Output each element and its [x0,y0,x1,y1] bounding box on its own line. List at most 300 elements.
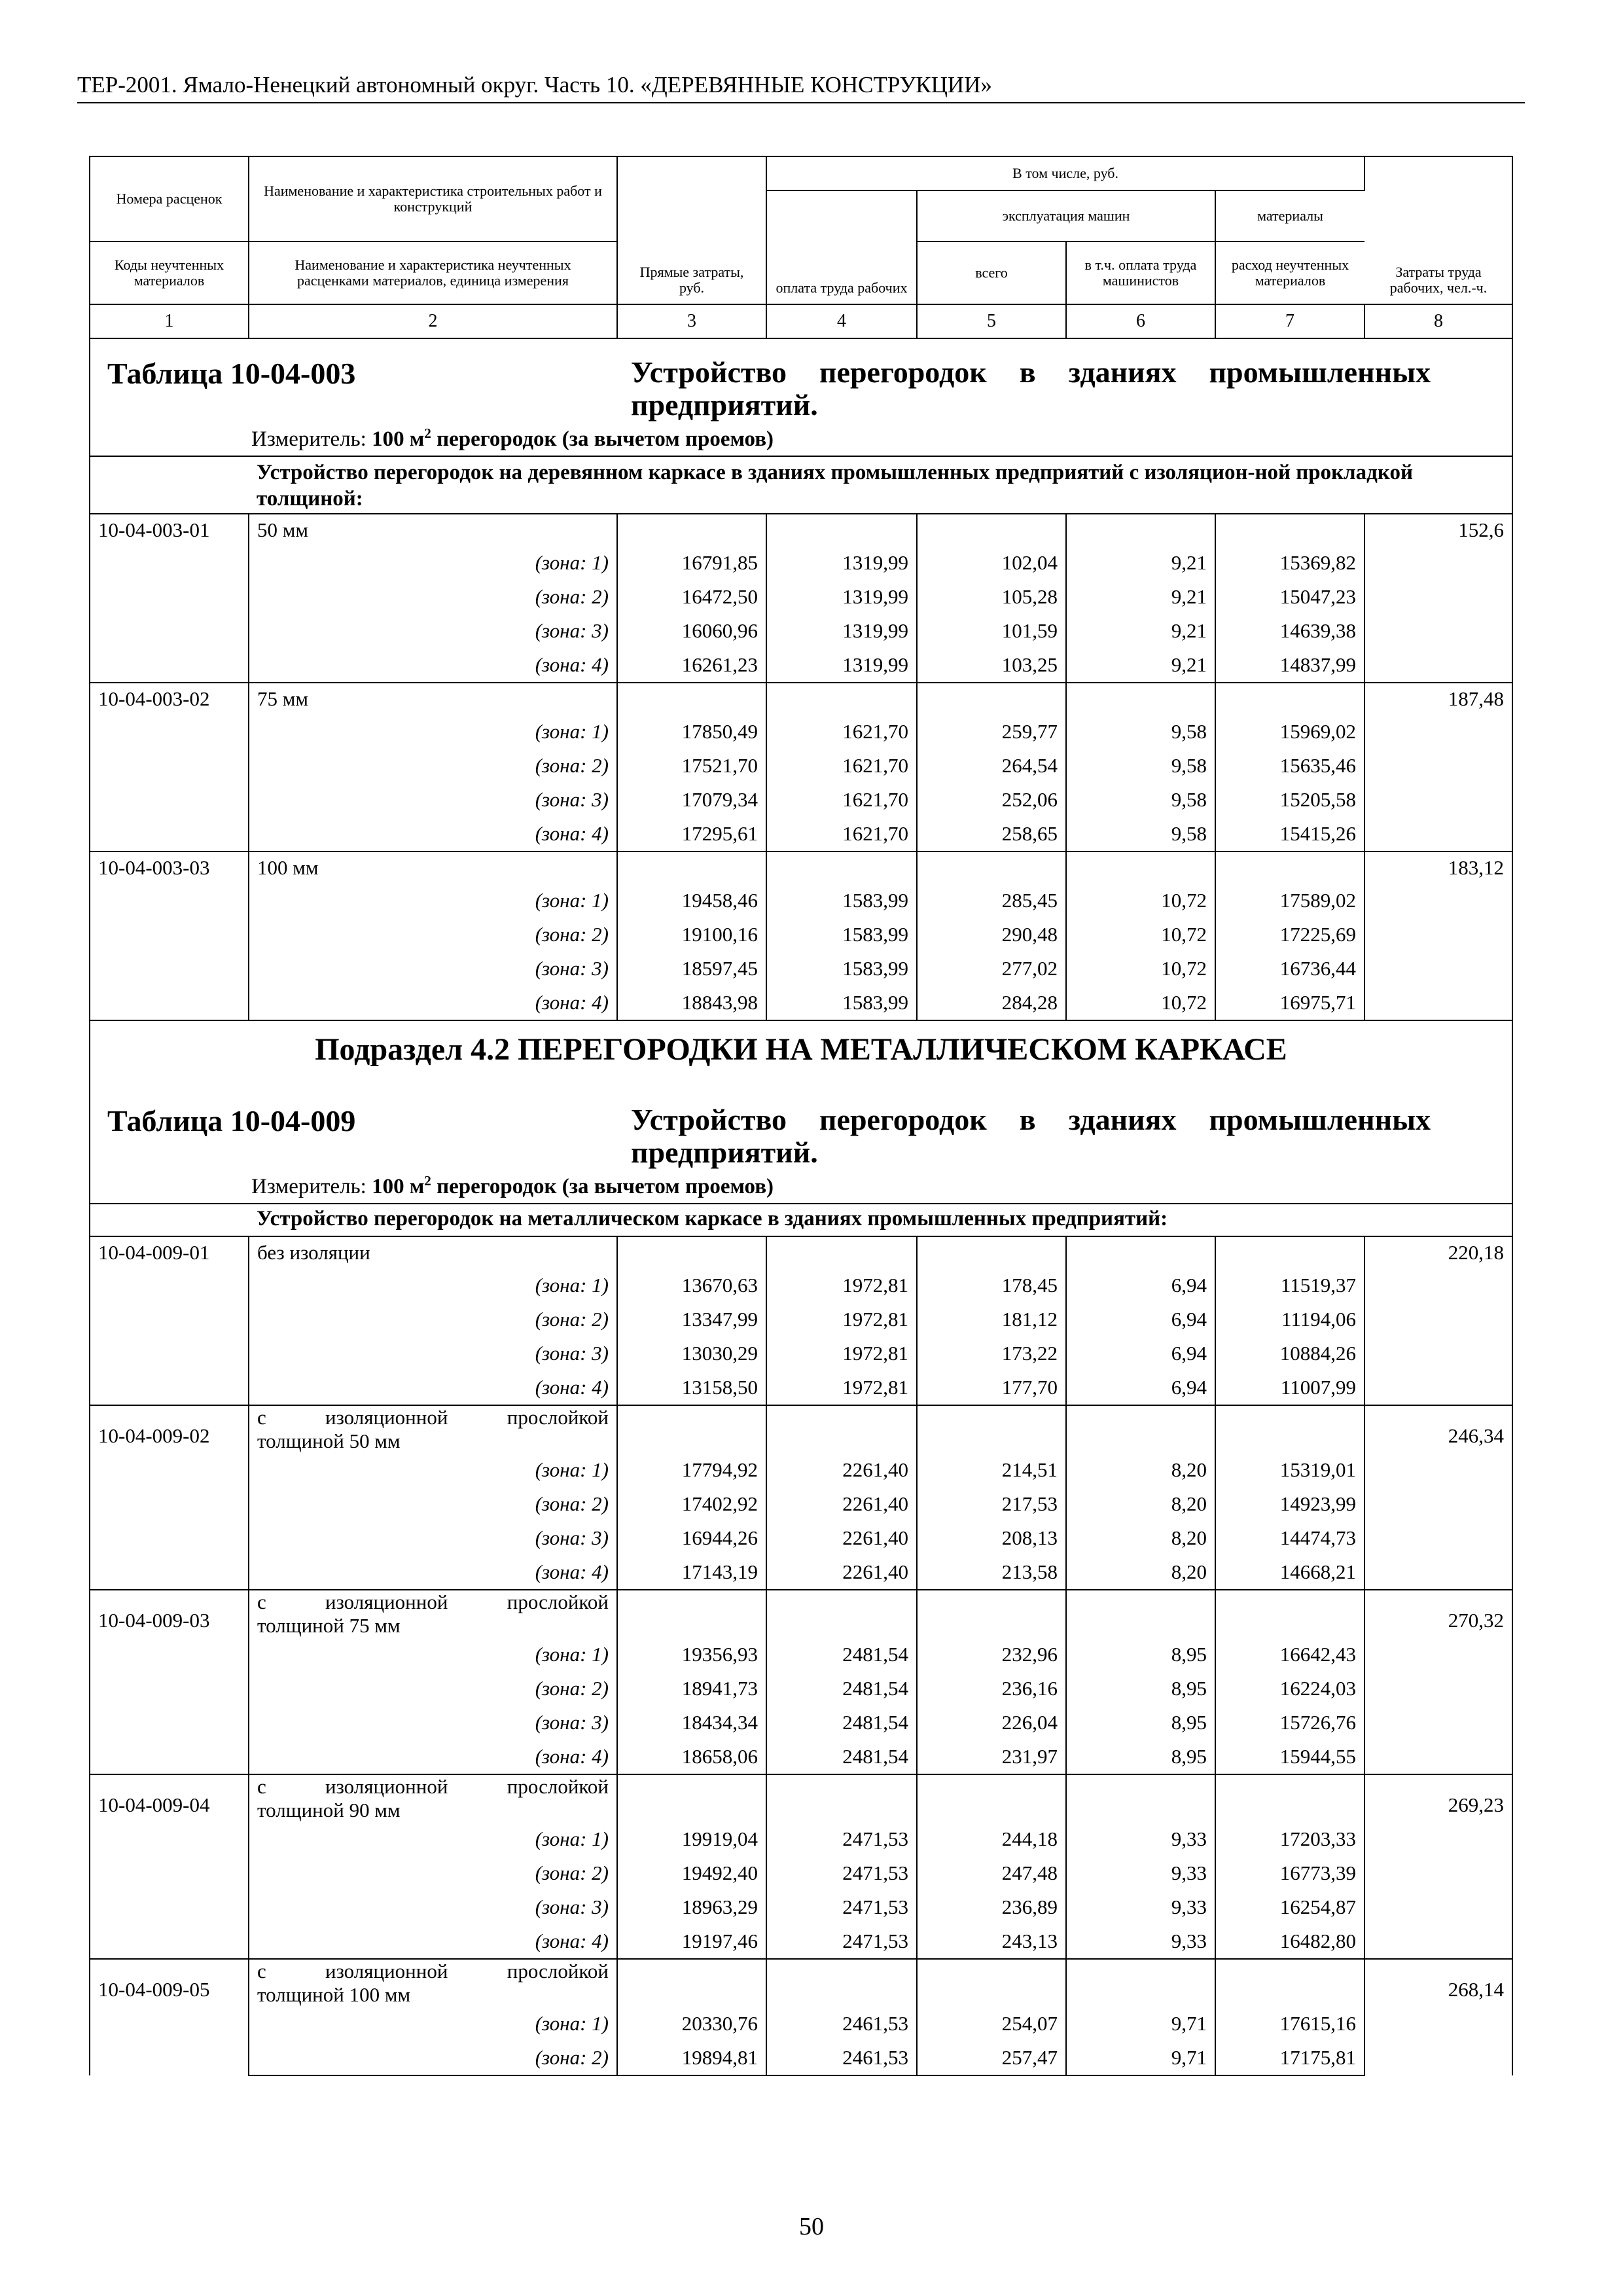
header-material-names: Наименование и характеристика неучтенных расценками материалов, единица измерения [249,242,617,304]
value-cell: 8,95 [1066,1638,1215,1672]
empty-cell [1066,1590,1215,1638]
rate-code: 10-04-009-03 [90,1590,249,1774]
header-machines-total: всего [917,242,1066,304]
rate-name-line: с изоляционной прослойкой [257,1590,609,1613]
empty-cell [1066,514,1215,546]
value-cell: 1319,99 [766,614,917,648]
zone-label: (зона: 2) [249,918,617,952]
value-cell: 8,95 [1066,1740,1215,1774]
zone-label: (зона: 1) [249,546,617,580]
value-cell: 9,71 [1066,2041,1215,2075]
value-cell: 8,20 [1066,1453,1215,1487]
empty-cell [1215,1959,1364,2007]
rate-name-line: толщиной 90 мм [257,1799,401,1821]
value-cell: 226,04 [917,1706,1066,1740]
zone-label: (зона: 4) [249,1555,617,1590]
zone-label: (зона: 1) [249,1638,617,1672]
value-cell: 254,07 [917,2007,1066,2041]
value-cell: 102,04 [917,546,1066,580]
zone-label: (зона: 4) [249,648,617,683]
value-cell: 13670,63 [617,1268,766,1302]
empty-cell [917,1959,1066,2007]
value-cell: 10884,26 [1215,1336,1364,1371]
value-cell: 17794,92 [617,1453,766,1487]
value-cell: 17079,34 [617,783,766,817]
value-cell: 11194,06 [1215,1302,1364,1336]
empty-cell [766,514,917,546]
value-cell: 258,65 [917,817,1066,852]
empty-cell [917,1774,1066,1822]
empty-cell [1066,683,1215,715]
value-cell: 15726,76 [1215,1706,1364,1740]
value-cell: 16975,71 [1215,986,1364,1020]
value-cell: 259,77 [917,715,1066,749]
value-cell: 15969,02 [1215,715,1364,749]
value-cell: 10,72 [1066,952,1215,986]
value-cell: 16224,03 [1215,1672,1364,1706]
rate-name: 75 мм [249,683,617,715]
empty-cell [617,1590,766,1638]
value-cell: 9,71 [1066,2007,1215,2041]
value-cell: 1972,81 [766,1302,917,1336]
table2-meter: Измеритель: 100 $м^2$ перегородок (за вычетом проемов) [251,1173,774,1198]
value-cell: 13030,29 [617,1336,766,1371]
empty-cell [1066,852,1215,884]
value-cell: 16773,39 [1215,1856,1364,1890]
value-cell: 16261,23 [617,648,766,683]
value-cell: 1319,99 [766,546,917,580]
rate-name [249,1774,617,1822]
value-cell: 8,20 [1066,1521,1215,1555]
page-number: 50 [799,2213,824,2240]
table1-description: Устройство перегородок на деревянном каркасе в зданиях промышленных предприятий с изоляцион-ной прокладкой толщиной: [249,456,1512,514]
value-cell: 244,18 [917,1822,1066,1856]
value-cell: 101,59 [917,614,1066,648]
labor-costs: 152,6 [1364,514,1512,683]
value-cell: 16791,85 [617,546,766,580]
value-cell: 19919,04 [617,1822,766,1856]
header-labor-costs: Затраты труда рабочих, чел.-ч. [1364,156,1512,304]
value-cell: 16736,44 [1215,952,1364,986]
rate-row [90,1405,1512,1453]
rate-name [249,1959,617,2007]
zone-label: (зона: 2) [249,1487,617,1521]
zone-row [90,1371,1512,1405]
value-cell: 18941,73 [617,1672,766,1706]
rate-name-line: толщиной 100 мм [257,1983,411,2006]
rate-name-line: с изоляционной прослойкой [257,1960,609,1982]
zone-row [90,1890,1512,1924]
zone-label: (зона: 1) [249,2007,617,2041]
value-cell: 15944,55 [1215,1740,1364,1774]
labor-costs: 246,34 [1364,1405,1512,1590]
value-cell: 9,21 [1066,580,1215,614]
value-cell: 2261,40 [766,1487,917,1521]
value-cell: 2261,40 [766,1555,917,1590]
value-cell: 18597,45 [617,952,766,986]
empty-cell [766,1959,917,2007]
value-cell: 6,94 [1066,1371,1215,1405]
zone-row [90,817,1512,852]
zone-row [90,546,1512,580]
zone-label: (зона: 2) [249,1672,617,1706]
value-cell: 8,95 [1066,1672,1215,1706]
value-cell: 213,58 [917,1555,1066,1590]
value-cell: 16472,50 [617,580,766,614]
value-cell: 232,96 [917,1638,1066,1672]
zone-label: (зона: 3) [249,1890,617,1924]
value-cell: 16642,43 [1215,1638,1364,1672]
rate-name: 100 мм [249,852,617,884]
empty-cell [1066,1236,1215,1268]
zone-row [90,1672,1512,1706]
value-cell: 290,48 [917,918,1066,952]
zone-row [90,918,1512,952]
header-work-name: Наименование и характеристика строительных работ и конструкций [249,156,617,242]
value-cell: 2471,53 [766,1822,917,1856]
value-cell: 14837,99 [1215,648,1364,683]
value-cell: 18658,06 [617,1740,766,1774]
rate-row [90,1236,1512,1268]
zone-label: (зона: 4) [249,817,617,852]
value-cell: 2461,53 [766,2007,917,2041]
value-cell: 18434,34 [617,1706,766,1740]
zone-label: (зона: 1) [249,715,617,749]
value-cell: 6,94 [1066,1302,1215,1336]
zone-label: (зона: 4) [249,1924,617,1959]
zone-label: (зона: 4) [249,986,617,1020]
rate-name-line: с изоляционной прослойкой [257,1775,609,1798]
table1-title: Устройство перегородок в зданиях промышленных предприятий. [631,355,1431,422]
rate-name-line: толщиной 50 мм [257,1429,401,1452]
value-cell: 231,97 [917,1740,1066,1774]
value-cell: 17225,69 [1215,918,1364,952]
value-cell: 14923,99 [1215,1487,1364,1521]
value-cell: 9,58 [1066,749,1215,783]
empty-cell [1215,683,1364,715]
value-cell: 1319,99 [766,580,917,614]
value-cell: 8,95 [1066,1706,1215,1740]
value-cell: 19356,93 [617,1638,766,1672]
zone-row [90,986,1512,1020]
value-cell: 19197,46 [617,1924,766,1959]
zone-label: (зона: 3) [249,614,617,648]
empty-cell [617,852,766,884]
value-cell: 18843,98 [617,986,766,1020]
value-cell: 15369,82 [1215,546,1364,580]
empty-cell [617,1959,766,2007]
empty-cell [917,1236,1066,1268]
zone-row [90,1555,1512,1590]
zone-row [90,1924,1512,1959]
labor-costs: 187,48 [1364,683,1512,852]
value-cell: 105,28 [917,580,1066,614]
value-cell: 284,28 [917,986,1066,1020]
table2-title-block [90,1020,1512,1204]
value-cell: 19894,81 [617,2041,766,2075]
empty-cell [1215,852,1364,884]
header-machinists-wages: в т.ч. оплата труда машинистов [1066,242,1215,304]
value-cell: 14668,21 [1215,1555,1364,1590]
column-number: 1 [90,304,249,338]
zone-label: (зона: 1) [249,1822,617,1856]
header-material-codes: Коды неучтенных материалов [90,242,249,304]
empty-cell [917,852,1066,884]
value-cell: 10,72 [1066,986,1215,1020]
header-direct-costs: Прямые затраты, руб. [617,156,766,304]
column-number: 6 [1066,304,1215,338]
zone-label: (зона: 2) [249,1856,617,1890]
column-number: 7 [1215,304,1364,338]
value-cell: 178,45 [917,1268,1066,1302]
value-cell: 1621,70 [766,715,917,749]
rate-row [90,1959,1512,2007]
value-cell: 10,72 [1066,918,1215,952]
empty-cell [617,514,766,546]
zone-row [90,1336,1512,1371]
value-cell: 6,94 [1066,1268,1215,1302]
empty-cell [1215,1590,1364,1638]
rate-row [90,1774,1512,1822]
value-cell: 9,21 [1066,648,1215,683]
zone-row [90,1822,1512,1856]
empty-cell [917,1590,1066,1638]
zone-row [90,1638,1512,1672]
value-cell: 17402,92 [617,1487,766,1521]
zone-label: (зона: 3) [249,1706,617,1740]
zone-label: (зона: 3) [249,1336,617,1371]
table2-description: Устройство перегородок на металлическом каркасе в зданиях промышленных предприятий: [249,1204,1512,1236]
subsection-title: Подраздел 4.2 ПЕРЕГОРОДКИ НА МЕТАЛЛИЧЕСКОМ КАРКАСЕ [315,1032,1287,1067]
zone-row [90,884,1512,918]
empty-cell [766,852,917,884]
price-table [89,156,1513,2076]
empty-cell [1215,1236,1364,1268]
value-cell: 2481,54 [766,1706,917,1740]
empty-cell [617,1405,766,1453]
zone-label: (зона: 1) [249,884,617,918]
value-cell: 13347,99 [617,1302,766,1336]
zone-row [90,1302,1512,1336]
empty-cell [917,1405,1066,1453]
header-including: В том числе, руб. [766,156,1364,190]
value-cell: 16482,80 [1215,1924,1364,1959]
zone-row [90,648,1512,683]
value-cell: 264,54 [917,749,1066,783]
zone-row [90,614,1512,648]
value-cell: 1583,99 [766,986,917,1020]
value-cell: 1972,81 [766,1371,917,1405]
value-cell: 15319,01 [1215,1453,1364,1487]
zone-label: (зона: 4) [249,1740,617,1774]
rate-row [90,514,1512,546]
zone-label: (зона: 1) [249,1268,617,1302]
value-cell: 15047,23 [1215,580,1364,614]
rate-code: 10-04-003-03 [90,852,249,1020]
zone-label: (зона: 3) [249,783,617,817]
rate-name: 50 мм [249,514,617,546]
value-cell: 2481,54 [766,1740,917,1774]
value-cell: 2471,53 [766,1924,917,1959]
page-header: ТЕР-2001. Ямало-Ненецкий автономный округ. Часть 10. «ДЕРЕВЯННЫЕ КОНСТРУКЦИИ» [77,72,1525,103]
value-cell: 277,02 [917,952,1066,986]
labor-costs: 269,23 [1364,1774,1512,1959]
value-cell: 1621,70 [766,783,917,817]
value-cell: 9,21 [1066,614,1215,648]
value-cell: 13158,50 [617,1371,766,1405]
value-cell: 17143,19 [617,1555,766,1590]
rate-code: 10-04-009-02 [90,1405,249,1590]
rate-name [249,1590,617,1638]
zone-row [90,952,1512,986]
rate-code: 10-04-009-01 [90,1236,249,1405]
value-cell: 2471,53 [766,1856,917,1890]
value-cell: 181,12 [917,1302,1066,1336]
value-cell: 9,33 [1066,1890,1215,1924]
value-cell: 2261,40 [766,1453,917,1487]
value-cell: 2481,54 [766,1638,917,1672]
header-materials: материалы [1215,190,1364,242]
value-cell: 15635,46 [1215,749,1364,783]
value-cell: 19100,16 [617,918,766,952]
rate-name-line: толщиной 75 мм [257,1614,401,1637]
value-cell: 1583,99 [766,918,917,952]
value-cell: 20330,76 [617,2007,766,2041]
value-cell: 217,53 [917,1487,1066,1521]
value-cell: 17203,33 [1215,1822,1364,1856]
value-cell: 16944,26 [617,1521,766,1555]
value-cell: 1621,70 [766,749,917,783]
value-cell: 17521,70 [617,749,766,783]
zone-row [90,1268,1512,1302]
value-cell: 17615,16 [1215,2007,1364,2041]
value-cell: 6,94 [1066,1336,1215,1371]
value-cell: 19458,46 [617,884,766,918]
labor-costs: 220,18 [1364,1236,1512,1405]
value-cell: 9,33 [1066,1924,1215,1959]
value-cell: 9,33 [1066,1856,1215,1890]
value-cell: 15205,58 [1215,783,1364,817]
value-cell: 2261,40 [766,1521,917,1555]
value-cell: 2481,54 [766,1672,917,1706]
zone-label: (зона: 2) [249,580,617,614]
zone-label: (зона: 2) [249,2041,617,2075]
zone-row [90,2007,1512,2041]
rate-code: 10-04-009-05 [90,1959,249,2075]
table1-title-block [90,338,1512,456]
value-cell: 8,20 [1066,1487,1215,1521]
table1-meter: Измеритель: 100 $м^2$ перегородок (за вычетом проемов) [251,425,774,451]
zone-row [90,2041,1512,2075]
empty-cell [1066,1774,1215,1822]
zone-row [90,1706,1512,1740]
rate-row [90,1590,1512,1638]
value-cell: 1621,70 [766,817,917,852]
zone-row [90,715,1512,749]
value-cell: 11519,37 [1215,1268,1364,1302]
rate-name [249,1405,617,1453]
value-cell: 2461,53 [766,2041,917,2075]
value-cell: 1319,99 [766,648,917,683]
zone-row [90,783,1512,817]
rate-name-line: с изоляционной прослойкой [257,1406,609,1429]
empty-cell [617,1774,766,1822]
value-cell: 1972,81 [766,1336,917,1371]
zone-row [90,1740,1512,1774]
rate-code: 10-04-003-02 [90,683,249,852]
labor-costs: 268,14 [1364,1959,1512,2075]
value-cell: 1583,99 [766,952,917,986]
value-cell: 1972,81 [766,1268,917,1302]
empty-cell [766,1590,917,1638]
table2-title: Устройство перегородок в зданиях промышленных предприятий. [631,1103,1431,1169]
value-cell: 243,13 [917,1924,1066,1959]
rate-code: 10-04-009-04 [90,1774,249,1959]
value-cell: 15415,26 [1215,817,1364,852]
zone-label: (зона: 4) [249,1371,617,1405]
zone-row [90,1453,1512,1487]
value-cell: 10,72 [1066,884,1215,918]
zone-row [90,1521,1512,1555]
column-number: 3 [617,304,766,338]
labor-costs: 270,32 [1364,1590,1512,1774]
column-number: 5 [917,304,1066,338]
value-cell: 9,58 [1066,817,1215,852]
value-cell: 16254,87 [1215,1890,1364,1924]
empty-cell [1066,1959,1215,2007]
empty-cell [917,683,1066,715]
header-material-consumption: расход неучтенных материалов [1215,242,1364,304]
value-cell: 17589,02 [1215,884,1364,918]
value-cell: 14639,38 [1215,614,1364,648]
rate-row [90,683,1512,715]
value-cell: 257,47 [917,2041,1066,2075]
rate-code: 10-04-003-01 [90,514,249,683]
zone-row [90,1487,1512,1521]
value-cell: 103,25 [917,648,1066,683]
value-cell: 17850,49 [617,715,766,749]
empty-cell [617,683,766,715]
value-cell: 19492,40 [617,1856,766,1890]
value-cell: 173,22 [917,1336,1066,1371]
header-machines: эксплуатация машин [917,190,1215,242]
zone-label: (зона: 2) [249,1302,617,1336]
empty-cell [1215,1774,1364,1822]
zone-label: (зона: 2) [249,749,617,783]
value-cell: 236,16 [917,1672,1066,1706]
value-cell: 247,48 [917,1856,1066,1890]
zone-label: (зона: 1) [249,1453,617,1487]
value-cell: 1583,99 [766,884,917,918]
value-cell: 9,33 [1066,1822,1215,1856]
value-cell: 252,06 [917,783,1066,817]
header-wages: оплата труда рабочих [766,190,917,304]
value-cell: 214,51 [917,1453,1066,1487]
empty-cell [766,1236,917,1268]
empty-cell [766,683,917,715]
value-cell: 9,58 [1066,783,1215,817]
value-cell: 8,20 [1066,1555,1215,1590]
rate-row [90,852,1512,884]
zone-label: (зона: 3) [249,1521,617,1555]
value-cell: 9,58 [1066,715,1215,749]
empty-cell [766,1405,917,1453]
table2-label: Таблица 10-04-009 [107,1104,356,1138]
zone-row [90,749,1512,783]
empty-cell [766,1774,917,1822]
value-cell: 2471,53 [766,1890,917,1924]
column-number: 8 [1364,304,1512,338]
